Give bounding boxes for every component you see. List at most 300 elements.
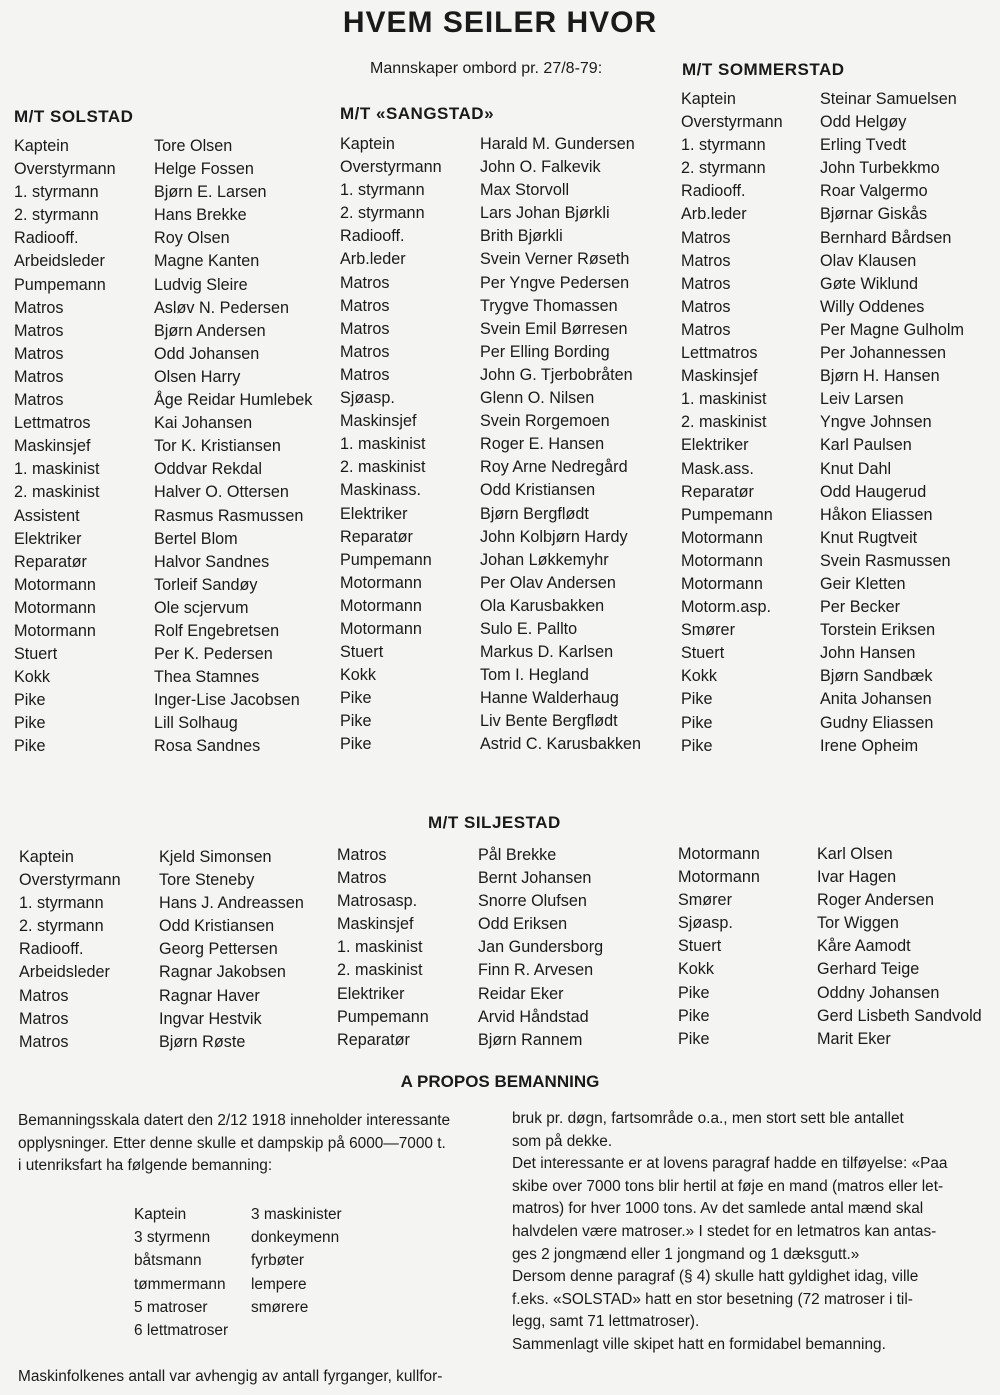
crew-name: Geir Kletten	[820, 574, 906, 593]
crew-name: Oddvar Rekdal	[154, 460, 262, 479]
ship-title-solstad: M/T SOLSTAD	[14, 107, 134, 126]
crew-role: Kaptein	[19, 848, 74, 866]
crew-name: Ragnar Haver	[159, 986, 260, 1005]
crew-name: Lill Solhaug	[154, 714, 238, 733]
crew-role: Radiooff.	[681, 182, 746, 201]
crew-role: Elektriker	[681, 436, 749, 455]
crew-role: Elektriker	[340, 504, 408, 523]
crew-name: Odd Kristiansen	[480, 481, 596, 500]
historic-crew-row	[134, 1203, 342, 1226]
crew-role: Lettmatros	[14, 414, 91, 433]
crew-role: Overstyrmann	[681, 113, 783, 132]
text-line: opplysninger. Etter denne skulle et dampskip på 6000—7000 t.	[18, 1134, 446, 1152]
crew-role: Motormann	[678, 868, 760, 887]
crew-role: 1. styrmann	[19, 894, 104, 913]
crew-row	[19, 915, 304, 938]
crew-name: Torleif Sandøy	[154, 575, 258, 594]
crew-row	[337, 959, 603, 982]
crew-name: Marit Eker	[817, 1029, 891, 1048]
crew-list-sangstad	[340, 133, 641, 757]
crew-row	[340, 364, 641, 387]
crew-name: Bjørn Rannem	[478, 1030, 583, 1049]
crew-name: Kai Johansen	[154, 414, 253, 433]
crew-name: Ole scjervum	[154, 598, 249, 617]
crew-role: Matros	[340, 319, 390, 338]
historic-crew-item: fyrbøter	[251, 1252, 305, 1270]
crew-row	[681, 712, 964, 735]
crew-name: Tore Olsen	[154, 137, 233, 155]
crew-row	[14, 505, 312, 528]
crew-role: Arbeidsleder	[14, 252, 105, 271]
crew-role: Maskinass.	[340, 481, 421, 500]
crew-row	[14, 435, 312, 458]
crew-name: Svein Rorgemoen	[480, 412, 610, 431]
crew-role: Kokk	[681, 667, 717, 686]
crew-row	[340, 641, 641, 664]
crew-list-sommerstad	[681, 88, 964, 758]
crew-name: John Turbekkmo	[820, 159, 940, 178]
crew-row	[681, 735, 964, 758]
crew-role: Motormann	[14, 575, 96, 594]
crew-row	[337, 844, 603, 867]
crew-role: Matros	[681, 297, 731, 316]
crew-row	[19, 1031, 304, 1054]
crew-name: Trygve Thomassen	[480, 296, 618, 315]
crew-row	[681, 434, 964, 457]
crew-row	[14, 481, 312, 504]
crew-role: Pike	[681, 713, 713, 732]
crew-name: John G. Tjerbobråten	[480, 365, 633, 384]
text-line: skibe over 7000 tons blir hertil at føje en mand (matros eller let-	[512, 1177, 944, 1195]
crew-name: Kåre Aamodt	[817, 937, 911, 956]
crew-role: Elektriker	[14, 529, 82, 548]
crew-role: Motorm.asp.	[681, 598, 771, 617]
crew-name: Bjørn Røste	[159, 1032, 246, 1051]
crew-row	[340, 664, 641, 687]
crew-name: Bernt Johansen	[478, 869, 592, 888]
crew-row	[337, 890, 603, 913]
crew-name: Ivar Hagen	[817, 868, 897, 887]
ship-title-sommerstad: M/T SOMMERSTAD	[682, 60, 845, 79]
crew-role: Pumpemann	[337, 1007, 429, 1026]
crew-role: 2. maskinist	[681, 413, 767, 432]
crew-role: Matros	[14, 344, 64, 363]
crew-name: Brith Bjørkli	[480, 227, 563, 246]
crew-name: Lars Johan Bjørkli	[480, 204, 610, 223]
crew-row	[19, 846, 304, 869]
crew-row	[14, 528, 312, 551]
crew-row	[337, 1006, 603, 1029]
crew-role: Matros	[14, 321, 64, 340]
crew-role: Pike	[340, 689, 372, 708]
text-line: i utenriksfart ha følgende bemanning:	[18, 1157, 273, 1175]
crew-name: Johan Løkkemyhr	[480, 550, 609, 569]
crew-role: Matros	[681, 228, 731, 247]
crew-role: Overstyrmann	[340, 158, 442, 177]
crew-role: Smører	[681, 621, 735, 640]
crew-row	[19, 892, 304, 915]
crew-name: Tom I. Hegland	[480, 666, 589, 685]
crew-role: Pumpemann	[681, 505, 773, 524]
crew-row	[14, 458, 312, 481]
page-subtitle: Mannskaper ombord pr. 27/8-79:	[370, 60, 603, 77]
crew-role: Maskinsjef	[340, 412, 417, 431]
ship-title-sangstad: M/T «SANGSTAD»	[340, 104, 495, 123]
crew-row	[340, 710, 641, 733]
crew-row	[681, 665, 964, 688]
crew-name: Georg Pettersen	[159, 940, 278, 959]
text-line: Dersom denne paragraf (§ 4) skulle hatt gyldighet idag, ville	[512, 1268, 919, 1286]
crew-row	[14, 366, 312, 389]
crew-role: 1. maskinist	[337, 938, 423, 957]
text-line: legg, samt 71 lettmatroser).	[512, 1313, 700, 1331]
crew-row	[14, 297, 312, 320]
crew-name: Erling Tvedt	[820, 136, 907, 155]
crew-row	[678, 843, 982, 866]
historic-crew-item: Kaptein	[134, 1206, 187, 1223]
crew-name: Bjørn H. Hansen	[820, 367, 940, 386]
crew-name: Knut Dahl	[820, 459, 892, 478]
crew-name: Helge Fossen	[154, 160, 254, 179]
crew-role: Kokk	[340, 666, 376, 685]
crew-name: Per Magne Gulholm	[820, 320, 964, 339]
crew-row	[681, 180, 964, 203]
crew-row	[681, 388, 964, 411]
crew-row	[681, 250, 964, 273]
crew-name: Gudny Eliassen	[820, 713, 934, 732]
crew-role: Maskinsjef	[337, 915, 414, 934]
crew-row	[19, 869, 304, 892]
crew-row	[340, 295, 641, 318]
crew-row	[681, 481, 964, 504]
historic-crew-row	[134, 1249, 342, 1272]
crew-role: Matros	[681, 274, 731, 293]
crew-row	[340, 225, 641, 248]
crew-name: Karl Olsen	[817, 845, 893, 863]
historic-crew-item: 3 styrmenn	[134, 1229, 211, 1247]
crew-row	[340, 156, 641, 179]
crew-role: Motormann	[14, 621, 96, 640]
crew-name: Ragnar Jakobsen	[159, 963, 286, 982]
crew-role: Reparatør	[340, 527, 413, 546]
crew-role: Matros	[340, 273, 390, 292]
crew-role: Pumpemann	[340, 550, 432, 569]
crew-row	[340, 687, 641, 710]
crew-name: Ingvar Hestvik	[159, 1009, 262, 1028]
crew-role: 1. maskinist	[14, 460, 100, 479]
crew-name: Steinar Samuelsen	[820, 90, 957, 108]
crew-role: Motormann	[14, 598, 96, 617]
crew-name: Svein Rasmussen	[820, 551, 951, 570]
crew-name: Tore Steneby	[159, 871, 255, 890]
crew-role: 1. styrmann	[681, 136, 766, 155]
crew-row	[340, 433, 641, 456]
crew-role: Pike	[14, 714, 46, 733]
crew-role: Kaptein	[340, 135, 395, 153]
crew-role: Motormann	[681, 574, 763, 593]
crew-row	[678, 866, 982, 889]
crew-row	[14, 343, 312, 366]
crew-name: Per Olav Andersen	[480, 573, 616, 592]
crew-role: Matros	[340, 365, 390, 384]
crew-role: Matros	[681, 251, 731, 270]
crew-role: Pike	[340, 735, 372, 754]
crew-name: Olsen Harry	[154, 367, 241, 386]
crew-name: Sulo E. Pallto	[480, 619, 578, 638]
crew-role: Matros	[14, 367, 64, 386]
crew-row	[14, 158, 312, 181]
crew-name: Finn R. Arvesen	[478, 961, 594, 980]
historic-crew-row	[134, 1273, 342, 1296]
crew-name: Leiv Larsen	[820, 390, 904, 409]
crew-role: Matros	[14, 391, 64, 410]
text-line: matros) for hver 1000 tons. Av det samlede antal mænd skal	[512, 1200, 924, 1218]
crew-row	[681, 342, 964, 365]
crew-name: Bjørn Sandbæk	[820, 667, 933, 686]
crew-row	[14, 689, 312, 712]
crew-row	[340, 133, 641, 156]
crew-row	[681, 504, 964, 527]
crew-row	[340, 341, 641, 364]
crew-role: Motormann	[681, 528, 763, 547]
crew-row	[340, 479, 641, 502]
crew-row	[340, 387, 641, 410]
crew-role: Lettmatros	[681, 344, 758, 363]
crew-name: Hans Brekke	[154, 206, 247, 225]
crew-name: Rosa Sandnes	[154, 737, 261, 756]
crew-role: Matros	[19, 1032, 69, 1051]
crew-row	[337, 867, 603, 890]
crew-role: Pike	[681, 690, 713, 709]
historic-crew-row	[134, 1319, 342, 1342]
crew-role: 2. maskinist	[337, 961, 423, 980]
crew-role: Matros	[681, 320, 731, 339]
propos-right-text	[512, 1108, 982, 1357]
crew-row	[14, 389, 312, 412]
crew-row	[681, 527, 964, 550]
crew-name: Roy Olsen	[154, 229, 230, 248]
crew-row	[340, 179, 641, 202]
crew-name: Magne Kanten	[154, 252, 260, 271]
crew-row	[14, 320, 312, 343]
historic-crew-item: 5 matroser	[134, 1298, 208, 1316]
crew-role: Overstyrmann	[14, 160, 116, 179]
crew-row	[340, 549, 641, 572]
crew-name: Markus D. Karlsen	[480, 643, 614, 662]
crew-name: Svein Emil Børresen	[480, 319, 628, 338]
crew-row	[14, 666, 312, 689]
crew-role: Sjøasp.	[678, 914, 733, 933]
crew-role: Kokk	[678, 960, 714, 979]
crew-name: Odd Haugerud	[820, 482, 927, 501]
crew-role: Kokk	[14, 668, 50, 687]
crew-name: Per K. Pedersen	[154, 645, 273, 664]
crew-role: Motormann	[681, 551, 763, 570]
crew-role: Matros	[14, 298, 64, 317]
crew-row	[14, 227, 312, 250]
historic-crew-item: smørere	[251, 1298, 309, 1316]
crew-name: Gerd Lisbeth Sandvold	[817, 1006, 982, 1025]
crew-name: Jan Gundersborg	[478, 938, 604, 957]
crew-row	[14, 643, 312, 666]
crew-role: Reparatør	[14, 552, 87, 571]
crew-row	[678, 982, 982, 1005]
crew-row	[340, 572, 641, 595]
crew-row	[678, 958, 982, 981]
crew-role: 2. styrmann	[340, 204, 425, 223]
crew-role: Stuert	[681, 644, 725, 663]
crew-role: Stuert	[678, 937, 722, 956]
crew-row	[19, 961, 304, 984]
text-line: halvdelen være matroser.» I stedet for en letmatros kan antas-	[512, 1222, 937, 1240]
crew-list-solstad	[14, 135, 312, 759]
crew-row	[14, 735, 312, 758]
crew-role: Overstyrmann	[19, 871, 121, 890]
crew-row	[678, 1005, 982, 1028]
crew-name: Odd Kristiansen	[159, 917, 275, 936]
crew-row	[681, 88, 964, 111]
crew-name: Åge Reidar Humlebek	[154, 391, 313, 410]
crew-role: Mask.ass.	[681, 459, 754, 478]
crew-role: Arb.leder	[340, 250, 406, 269]
crew-role: Pike	[681, 736, 713, 755]
crew-row	[340, 318, 641, 341]
crew-role: Matros	[337, 846, 387, 864]
crew-row	[337, 983, 603, 1006]
crew-name: Pål Brekke	[478, 846, 557, 864]
crew-row	[14, 574, 312, 597]
crew-name: Bjørn Bergflødt	[480, 504, 589, 523]
crew-name: Inger-Lise Jacobsen	[154, 691, 300, 710]
crew-name: Odd Helgøy	[820, 113, 907, 132]
crew-row	[681, 134, 964, 157]
propos-left-bottom: Maskinfolkenes antall var avhengig av antall fyrganger, kullfor-	[18, 1368, 443, 1385]
crew-list-siljestad-col3	[678, 843, 982, 1051]
crew-name: Odd Johansen	[154, 344, 260, 363]
crew-name: Roy Arne Nedregård	[480, 458, 628, 477]
crew-role: Radiooff.	[14, 229, 79, 248]
crew-role: Pike	[340, 712, 372, 731]
crew-name: Olav Klausen	[820, 251, 917, 270]
crew-name: Irene Opheim	[820, 736, 919, 755]
crew-role: Elektriker	[337, 984, 405, 1003]
crew-role: Pike	[678, 983, 710, 1002]
crew-name: Per Johannessen	[820, 344, 946, 363]
crew-name: John Kolbjørn Hardy	[480, 527, 628, 546]
crew-role: Kaptein	[14, 137, 69, 155]
crew-row	[681, 550, 964, 573]
crew-role: Matros	[340, 342, 390, 361]
crew-role: Pike	[14, 737, 46, 756]
historic-crew-item: tømmermann	[134, 1275, 226, 1293]
crew-role: Reparatør	[681, 482, 754, 501]
crew-role: 1. styrmann	[340, 181, 425, 200]
crew-name: Hanne Walderhaug	[480, 689, 619, 708]
crew-row	[19, 1008, 304, 1031]
crew-row	[340, 526, 641, 549]
historic-crew-item: lempere	[251, 1275, 307, 1293]
crew-role: 2. maskinist	[340, 458, 426, 477]
crew-row	[678, 912, 982, 935]
historic-crew-row	[134, 1296, 342, 1319]
crew-row	[340, 456, 641, 479]
crew-name: Halvor Sandnes	[154, 552, 270, 571]
crew-list-siljestad-col2	[337, 844, 603, 1052]
crew-name: Per Elling Bording	[480, 342, 610, 361]
historic-crew-list	[134, 1203, 342, 1342]
crew-name: Torstein Eriksen	[820, 621, 936, 640]
crew-row	[14, 250, 312, 273]
crew-role: Radiooff.	[340, 227, 405, 246]
crew-row	[681, 296, 964, 319]
crew-role: Pike	[14, 691, 46, 710]
crew-row	[340, 248, 641, 271]
crew-role: Reparatør	[337, 1030, 410, 1049]
crew-name: Halver O. Ottersen	[154, 483, 289, 502]
crew-name: Rolf Engebretsen	[154, 621, 280, 640]
crew-role: Matros	[19, 986, 69, 1005]
crew-role: Maskinsjef	[681, 367, 758, 386]
crew-name: Ludvig Sleire	[154, 275, 248, 294]
crew-name: Per Becker	[820, 598, 901, 617]
crew-row	[340, 618, 641, 641]
crew-role: 1. maskinist	[340, 435, 426, 454]
crew-name: Astrid C. Karusbakken	[480, 735, 642, 754]
crew-role: Arb.leder	[681, 205, 747, 224]
crew-row	[14, 597, 312, 620]
crew-name: Tor Wiggen	[817, 914, 899, 933]
crew-name: Tor K. Kristiansen	[154, 437, 281, 456]
crew-role: Pike	[678, 1006, 710, 1025]
text-line: Sammenlagt ville skipet hatt en formidabel bemanning.	[512, 1335, 886, 1353]
crew-name: Bernhard Bårdsen	[820, 228, 952, 247]
crew-name: Max Storvoll	[480, 181, 570, 200]
crew-row	[678, 935, 982, 958]
crew-role: 2. styrmann	[681, 159, 766, 178]
crew-row	[681, 319, 964, 342]
crew-role: Motormann	[678, 845, 760, 863]
crew-name: Roar Valgermo	[820, 182, 928, 201]
crew-row	[681, 365, 964, 388]
crew-name: Snorre Olufsen	[478, 892, 587, 911]
crew-name: Håkon Eliassen	[820, 505, 933, 524]
crew-name: Reidar Eker	[478, 984, 564, 1003]
page-title: HVEM SEILER HVOR	[342, 6, 658, 39]
crew-row	[337, 913, 603, 936]
crew-role: 1. maskinist	[681, 390, 767, 409]
crew-list-siljestad-col1	[19, 846, 304, 1054]
crew-row	[681, 642, 964, 665]
crew-row	[337, 936, 603, 959]
section-heading: A PROPOS BEMANNING	[400, 1072, 600, 1091]
crew-role: Pumpemann	[14, 275, 106, 294]
crew-role: Matros	[19, 1009, 69, 1028]
crew-name: Rasmus Rasmussen	[154, 506, 304, 525]
crew-name: Hans J. Andreassen	[159, 894, 304, 913]
crew-row	[14, 551, 312, 574]
crew-role: Assistent	[14, 506, 80, 525]
crew-name: Yngve Johnsen	[820, 413, 932, 432]
crew-role: Matros	[340, 296, 390, 315]
crew-name: Glenn O. Nilsen	[480, 389, 595, 408]
crew-name: Kjeld Simonsen	[159, 848, 272, 866]
text-line: ges 2 jongmænd eller 1 jongmand og 1 dæksgutt.»	[512, 1245, 860, 1263]
text-line: bruk pr. døgn, fartsområde o.a., men stort sett ble antallet	[512, 1110, 904, 1127]
crew-role: 2. maskinist	[14, 483, 100, 502]
historic-crew-item: 3 maskinister	[251, 1206, 342, 1223]
crew-name: Bjørn Andersen	[154, 321, 266, 340]
crew-name: Svein Verner Røseth	[480, 250, 630, 269]
